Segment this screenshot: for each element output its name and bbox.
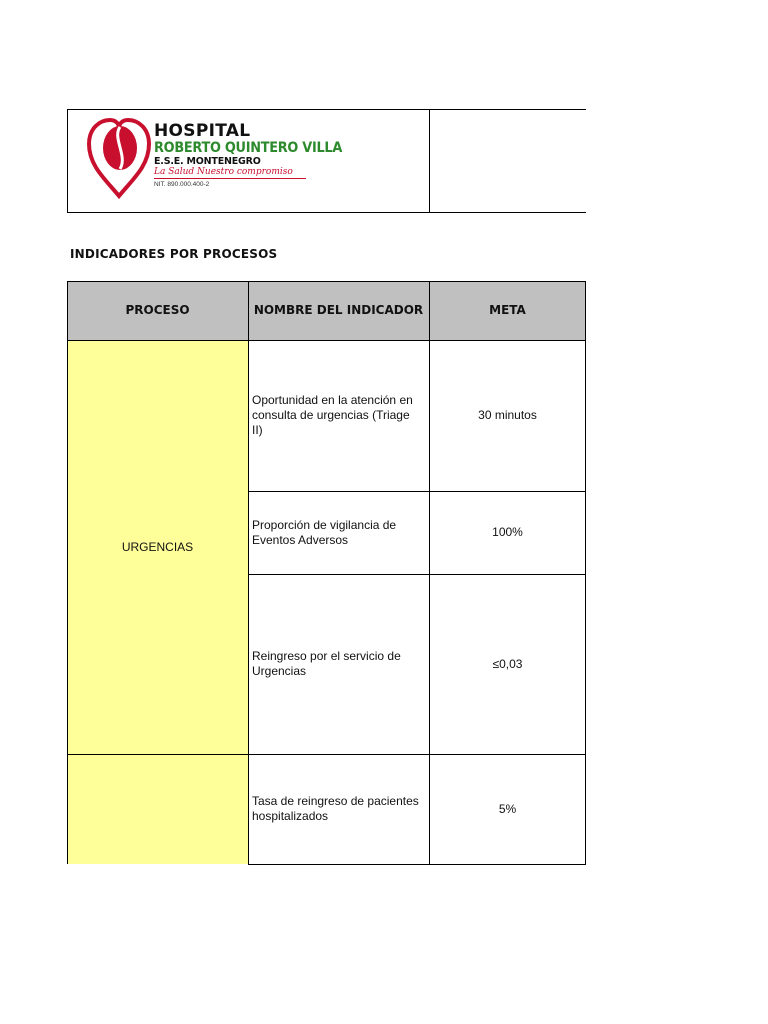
proceso-cell-2 bbox=[67, 754, 248, 864]
logo-slogan: La Salud Nuestro compromiso bbox=[154, 167, 306, 179]
indicator-cell: Reingreso por el servicio de Urgencias bbox=[252, 649, 401, 678]
header-divider bbox=[429, 110, 430, 212]
header-indicador: NOMBRE DEL INDICADOR bbox=[248, 281, 429, 340]
grid-line bbox=[248, 491, 586, 492]
logo-hospital-name: ROBERTO QUINTERO VILLA bbox=[154, 140, 343, 156]
meta-cell: 5% bbox=[498, 801, 517, 816]
section-title: INDICADORES POR PROCESOS bbox=[70, 247, 278, 261]
hospital-logo bbox=[86, 116, 343, 204]
proceso-cell-urgencias: URGENCIAS bbox=[67, 340, 248, 754]
grid-line bbox=[67, 340, 586, 341]
grid-line bbox=[248, 574, 586, 575]
indicator-cell: Oportunidad en la atención en consulta de urgencias (Triage II) bbox=[252, 393, 413, 437]
document-header bbox=[67, 109, 586, 213]
grid-line bbox=[429, 281, 430, 864]
grid-line bbox=[67, 281, 586, 282]
grid-line bbox=[248, 281, 249, 864]
indicator-cell: Tasa de reingreso de pacientes hospitalizados bbox=[252, 794, 419, 823]
meta-cell: 30 minutos bbox=[478, 408, 537, 422]
header-meta: META bbox=[429, 281, 586, 340]
logo-nit: NIT. 890.000.400-2 bbox=[154, 181, 210, 188]
indicator-cell: Proporción de vigilancia de Eventos Adversos bbox=[252, 517, 397, 547]
heart-logo-icon bbox=[86, 116, 152, 200]
logo-hospital-text: HOSPITAL bbox=[154, 121, 251, 141]
logo-ese-text: E.S.E. MONTENEGRO bbox=[154, 156, 261, 167]
meta-cell: 100% bbox=[492, 525, 523, 539]
grid-line bbox=[585, 281, 586, 864]
grid-line bbox=[67, 281, 68, 864]
header-proceso: PROCESO bbox=[67, 281, 248, 340]
grid-line bbox=[67, 754, 586, 755]
grid-line bbox=[248, 864, 586, 865]
meta-cell: ≤0,03 bbox=[492, 656, 523, 671]
